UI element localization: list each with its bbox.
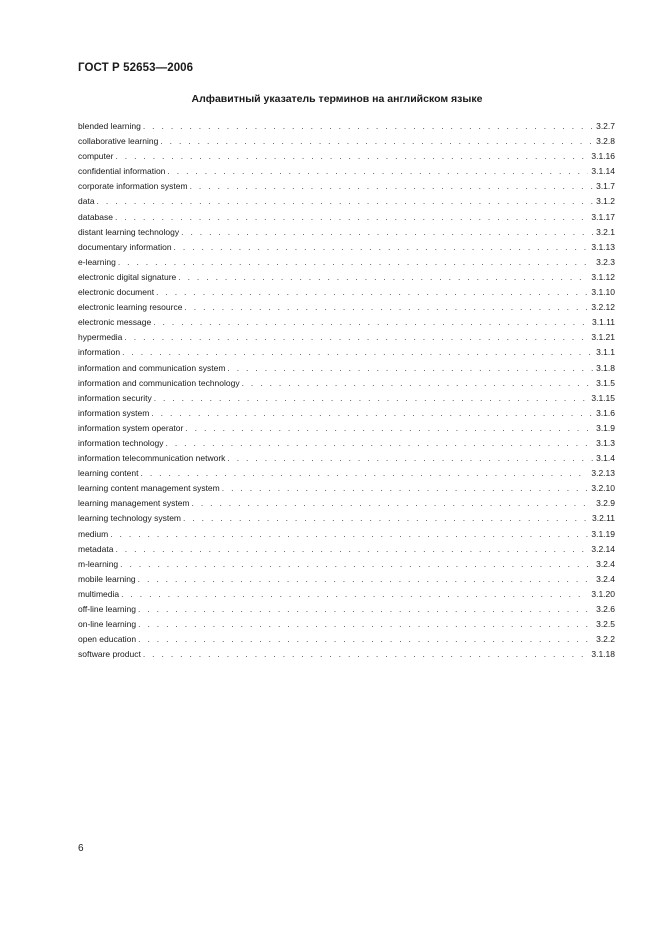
index-entry (78, 421, 615, 436)
index-entry (78, 527, 615, 542)
dot-leader (120, 557, 593, 572)
index-entry (78, 119, 615, 134)
dot-leader (151, 406, 593, 421)
dot-leader (156, 285, 588, 300)
dot-leader (118, 255, 593, 270)
index-entry (78, 134, 615, 149)
dot-leader (122, 345, 593, 360)
index-reference: 3.2.12 (591, 302, 615, 313)
dot-leader (184, 300, 588, 315)
index-entry (78, 210, 615, 225)
index-reference: 3.1.3 (596, 437, 615, 448)
index-entry (78, 376, 615, 391)
index-term: distant learning technology (78, 226, 180, 237)
index-term: metadata (78, 543, 114, 554)
index-term: learning content (78, 468, 139, 479)
index-entry (78, 270, 615, 285)
dot-leader (115, 149, 588, 164)
index-entry (78, 149, 615, 164)
index-entry (78, 436, 615, 451)
index-term: open education (78, 634, 137, 645)
index-reference: 3.1.2 (596, 196, 615, 207)
index-reference: 3.2.3 (596, 256, 615, 267)
index-reference: 3.2.6 (596, 604, 615, 614)
index-reference: 3.1.19 (591, 528, 615, 539)
dot-leader (124, 330, 588, 345)
index-term: information system (78, 407, 150, 418)
index-term: information and communication system (78, 362, 226, 373)
dot-leader (97, 194, 594, 209)
index-term: collaborative learning (78, 136, 159, 147)
index-term: m-learning (78, 558, 119, 569)
index-entry (78, 602, 615, 617)
index-reference: 3.1.5 (596, 377, 615, 388)
index-reference: 3.2.10 (591, 483, 615, 494)
index-entry (78, 466, 615, 481)
dot-leader (115, 210, 588, 225)
index-reference: 3.1.15 (591, 392, 615, 403)
dot-leader (227, 361, 593, 376)
dot-leader (141, 466, 589, 481)
dot-leader (138, 602, 593, 617)
index-entry (78, 557, 615, 572)
dot-leader (166, 436, 594, 451)
index-entry (78, 345, 615, 360)
index-reference: 3.2.4 (596, 573, 615, 584)
index-reference: 3.1.13 (591, 241, 615, 252)
index-term: information (78, 347, 121, 358)
dot-leader (242, 376, 594, 391)
dot-leader (160, 134, 593, 149)
index-term: information technology (78, 437, 164, 448)
dot-leader (167, 164, 588, 179)
index-reference: 3.2.2 (596, 634, 615, 645)
index-reference: 3.1.20 (591, 588, 615, 599)
index-reference: 3.1.14 (591, 166, 615, 177)
index-reference: 3.1.16 (591, 151, 615, 162)
index-entry (78, 255, 615, 270)
index-entry (78, 587, 615, 602)
index-term: e-learning (78, 256, 116, 267)
index-reference: 3.2.9 (596, 498, 615, 509)
index-term: information system operator (78, 422, 184, 433)
dot-leader (143, 647, 589, 662)
index-entry (78, 240, 615, 255)
dot-leader (181, 225, 593, 240)
index-term: medium (78, 528, 109, 539)
dot-leader (178, 270, 588, 285)
dot-leader (174, 240, 589, 255)
index-term: confidential information (78, 166, 166, 177)
index-reference: 3.1.8 (596, 362, 615, 373)
index-term: learning management system (78, 498, 190, 509)
index-list (78, 119, 615, 662)
dot-leader (138, 617, 593, 632)
index-term: computer (78, 151, 114, 162)
index-reference: 3.2.4 (596, 558, 615, 569)
index-term: database (78, 211, 113, 222)
index-entry (78, 632, 615, 647)
index-reference: 3.1.1 (596, 347, 615, 358)
index-entry (78, 391, 615, 406)
index-entry (78, 225, 615, 240)
index-reference: 3.2.13 (591, 468, 615, 479)
index-term: documentary information (78, 241, 172, 252)
index-term: information telecommunication network (78, 453, 226, 464)
index-entry (78, 481, 615, 496)
index-entry (78, 496, 615, 511)
index-term: on-line learning (78, 619, 137, 630)
page-number: 6 (78, 843, 84, 854)
index-entry (78, 647, 615, 662)
index-reference: 3.1.12 (591, 271, 615, 282)
dot-leader (185, 421, 593, 436)
index-term: software product (78, 649, 141, 660)
index-title: Алфавитный указатель терминов на английском языке (191, 93, 483, 105)
index-entry (78, 451, 615, 466)
index-reference: 3.1.18 (591, 649, 615, 660)
index-entry (78, 361, 615, 376)
dot-leader (190, 179, 593, 194)
index-reference: 3.2.1 (596, 226, 615, 237)
index-term: information security (78, 392, 152, 403)
index-entry (78, 511, 615, 526)
dot-leader (222, 481, 589, 496)
index-term: data (78, 196, 95, 207)
index-entry (78, 194, 615, 209)
index-term: corporate information system (78, 181, 188, 192)
dot-leader (153, 315, 589, 330)
index-entry (78, 330, 615, 345)
dot-leader (110, 527, 588, 542)
index-entry (78, 542, 615, 557)
dot-leader (138, 632, 593, 647)
index-reference: 3.1.7 (596, 181, 615, 192)
index-term: information and communication technology (78, 377, 240, 388)
index-term: blended learning (78, 121, 141, 131)
index-entry (78, 164, 615, 179)
index-entry (78, 617, 615, 632)
dot-leader (227, 451, 593, 466)
dot-leader (138, 572, 593, 587)
index-reference: 3.1.6 (596, 407, 615, 418)
index-term: electronic document (78, 287, 155, 298)
index-reference: 3.2.14 (591, 543, 615, 554)
index-term: electronic message (78, 317, 152, 328)
index-term: off-line learning (78, 604, 136, 614)
index-term: hypermedia (78, 332, 123, 343)
index-term: electronic digital signature (78, 271, 177, 282)
dot-leader (183, 511, 589, 526)
index-entry (78, 315, 615, 330)
index-term: electronic learning resource (78, 302, 183, 313)
dot-leader (121, 587, 588, 602)
index-reference: 3.2.7 (596, 121, 615, 131)
index-reference: 3.1.21 (591, 332, 615, 343)
index-reference: 3.1.10 (591, 287, 615, 298)
dot-leader (115, 542, 588, 557)
index-reference: 3.2.8 (596, 136, 615, 147)
index-reference: 3.1.9 (596, 422, 615, 433)
index-entry (78, 300, 615, 315)
dot-leader (143, 119, 593, 134)
index-term: mobile learning (78, 573, 136, 584)
index-entry (78, 572, 615, 587)
document-code-header: ГОСТ Р 52653—2006 (78, 62, 194, 74)
index-reference: 3.1.11 (591, 317, 615, 328)
index-term: multimedia (78, 588, 120, 599)
index-reference: 3.2.5 (596, 619, 615, 630)
index-term: learning technology system (78, 513, 182, 524)
dot-leader (192, 496, 594, 511)
index-entry (78, 179, 615, 194)
index-entry (78, 285, 615, 300)
dot-leader (154, 391, 589, 406)
index-reference: 3.1.4 (596, 453, 615, 464)
index-reference: 3.2.11 (591, 513, 615, 524)
index-term: learning content management system (78, 483, 220, 494)
index-entry (78, 406, 615, 421)
index-reference: 3.1.17 (591, 211, 615, 222)
